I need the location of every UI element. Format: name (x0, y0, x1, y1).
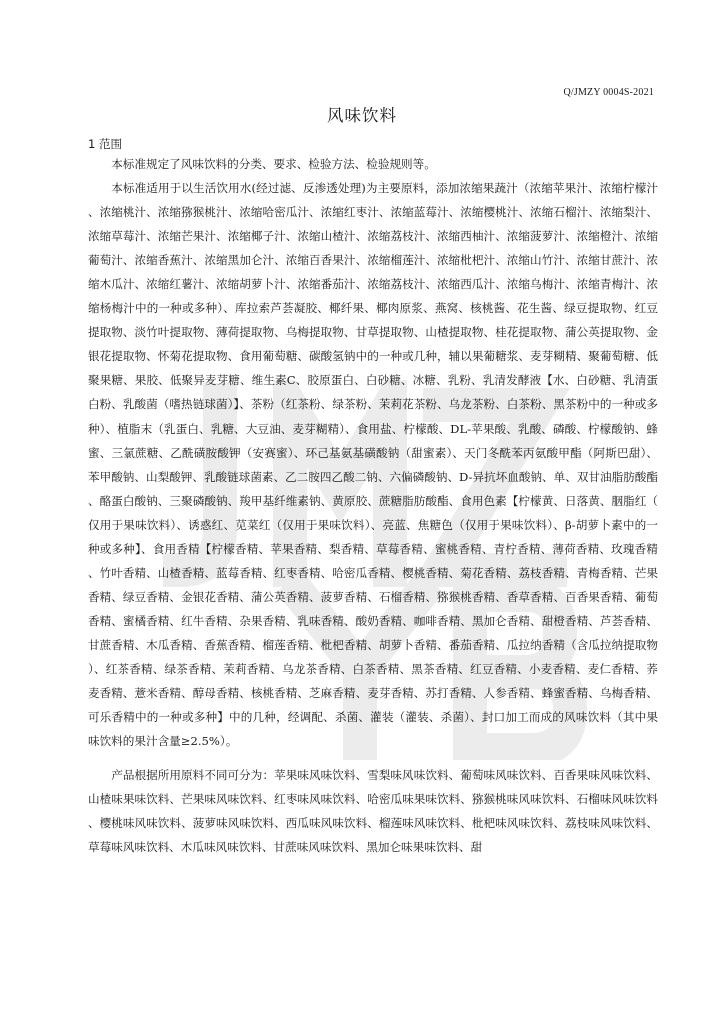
page-title: 风味饮料 (327, 106, 397, 125)
paragraph-product-classification: 产品根据所用原料不同可分为：苹果味风味饮料、雪梨味风味饮料、葡萄味风味饮料、百香果味风味饮料、山楂味果味饮料、芒果味风味饮料、红枣味风味饮料、哈密瓜味果味饮料、猕猴桃味风味饮料、石榴味风味饮料、樱桃味风味饮料、菠萝味风味饮料、西瓜味风味饮料、榴莲味风味饮料、枇杷味风味饮料、荔枝味风味饮料、草莓味风味饮料、木瓜味风味饮料、甘蔗味风味饮料、黑加仑味果味饮料、甜 (88, 768, 658, 855)
standard-number: Q/JMZY 0004S-2021 (563, 87, 654, 98)
paragraph-scope-ingredients: 本标准适用于以生活饮用水(经过滤、反渗透处理)为主要原料，添加浓缩果蔬汁（浓缩苹果汁、浓缩柠檬汁、浓缩桃汁、浓缩猕猴桃汁、浓缩哈密瓜汁、浓缩红枣汁、浓缩蓝莓汁、浓缩樱桃汁、浓缩石榴汁、浓缩梨汁、浓缩草莓汁、浓缩芒果汁、浓缩椰子汁、浓缩山楂汁、浓缩荔枝汁、浓缩西柚汁、浓缩菠萝汁、浓缩橙汁、浓缩葡萄汁、浓缩香蕉汁、浓缩黑加仑汁、浓缩百香果汁、浓缩榴莲汁、浓缩枇杷汁、浓缩山竹汁、浓缩甘蔗汁、浓缩木瓜汁、浓缩红薯汁、浓缩胡萝卜汁、浓缩番茄汁、浓缩荔枝汁、浓缩西瓜汁、浓缩乌梅汁、浓缩青梅汁、浓缩杨梅汁中的一种或多种）、库拉索芦荟凝胶、椰纤果、椰肉原浆、燕窝、核桃酱、花生酱、绿豆提取物、红豆提取物、淡竹叶提取物、薄荷提取物、乌梅提取物、甘草提取物、山楂提取物、桂花提取物、蒲公英提取物、金银花提取物、怀菊花提取物、食用葡萄糖、碳酸氢钠中的一种或几种，辅以果葡糖浆、麦芽糊精、聚葡萄糖、低聚果糖、果胶、低聚异麦芽糖、维生素C、胶原蛋白、白砂糖、冰糖、乳粉、乳清发酵液【水、白砂糖、乳清蛋白粉、乳酸菌（嗜热链球菌）】、茶粉（红茶粉、绿茶粉、茉莉花茶粉、乌龙茶粉、白茶粉、黑茶粉中的一种或多种）、植脂末（乳蛋白、乳糖、大豆油、麦芽糊精）、食用盐、柠檬酸、DL-苹果酸、乳酸、磷酸、柠檬酸钠、蜂蜜、三氯蔗糖、乙酰磺胺酸钾（安赛蜜）、环己基氨基磺酸钠（甜蜜素）、天门冬酰苯丙氨酸甲酯（阿斯巴甜）、苯甲酸钠、山梨酸钾、乳酸链球菌素、乙二胺四乙酸二钠、六偏磷酸钠、D-异抗坏血酸钠、单、双甘油脂肪酸酯、酪蛋白酸钠、三聚磷酸钠、羧甲基纤维素钠、黄原胶、蔗糖脂肪酸酯、食用色素【柠檬黄、日落黄、胭脂红（仅用于果味饮料）、诱惑红、苋菜红（仅用于果味饮料）、亮蓝、焦糖色（仅用于果味饮料）、β-胡萝卜素中的一种或多种】、食用香精【柠檬香精、苹果香精、梨香精、草莓香精、蜜桃香精、青柠香精、薄荷香精、玫瑰香精、竹叶香精、山楂香精、蓝莓香精、红枣香精、哈密瓜香精、樱桃香精、菊花香精、荔枝香精、青梅香精、芒果香精、绿豆香精、金银花香精、蒲公英香精、菠萝香精、石榴香精、猕猴桃香精、香草香精、百香果香精、葡萄香精、蜜橘香精、红牛香精、杂果香精、乳味香精、酸奶香精、咖啡香精、黑加仑香精、甜橙香精、芦荟香精、甘蔗香精、木瓜香精、香蕉香精、榴莲香精、枇杷香精、胡萝卜香精、番茄香精、瓜拉纳香精（含瓜拉纳提取物）、红茶香精、绿茶香精、茉莉香精、乌龙茶香精、白茶香精、黑茶香精、红豆香精、小麦香精、麦仁香精、荞麦香精、薏米香精、醇母香精、核桃香精、芝麻香精、麦芽香精、苏打香精、人参香精、蜂蜜香精、乌梅香精、可乐香精中的一种或多种】中的几种，经调配、杀菌、灌装（灌装、杀菌）、封口加工而成的风味饮料（其中果味饮料的果汁含量≥2.5%）。 (88, 181, 658, 749)
paragraph-scope-summary: 本标准规定了风味饮料的分类、要求、检验方法、检验规则等。 (111, 157, 436, 171)
section-heading: 1 范围 (88, 137, 122, 151)
section-body (88, 152, 658, 859)
